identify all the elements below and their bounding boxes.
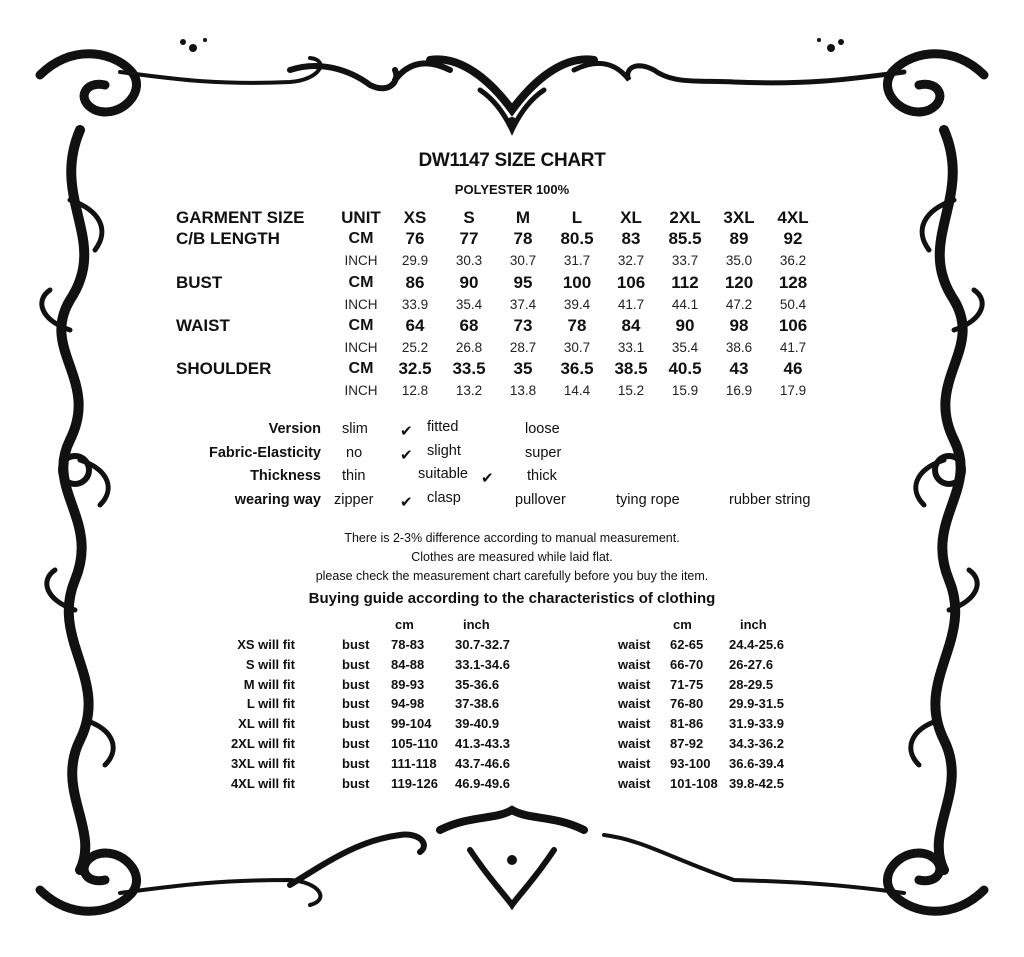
measurement-value: 36.5 xyxy=(560,358,594,378)
measurement-value: 40.5 xyxy=(668,358,702,378)
measurement-value: 95 xyxy=(513,272,533,292)
unit-cell: CM xyxy=(348,316,374,334)
bust-inch-range: 41.3-43.3 xyxy=(455,736,510,751)
page-title: DW1147 SIZE CHART xyxy=(418,150,606,171)
measurement-value: 77 xyxy=(459,229,479,249)
size-header: XL xyxy=(620,207,642,227)
fit-size-label: XL will fit xyxy=(238,716,295,732)
attribute-label: Fabric-Elasticity xyxy=(208,445,321,461)
attribute-option: thick xyxy=(527,468,557,484)
buying-guide-title: Buying guide according to the characteristics of clothing xyxy=(308,590,716,607)
size-header: 2XL xyxy=(669,207,701,227)
attribute-option: pullover xyxy=(515,492,566,508)
waist-label: waist xyxy=(618,676,651,692)
waist-cm-range: 93-100 xyxy=(670,755,711,771)
attribute-label: Thickness xyxy=(250,468,321,484)
measurement-value: 30.7 xyxy=(509,253,537,269)
measurement-value: 25.2 xyxy=(401,339,429,355)
bust-cm-header: cm xyxy=(395,617,414,632)
attribute-option: slim xyxy=(342,421,368,437)
bust-cm-range: 105-110 xyxy=(391,736,438,751)
measurement-value: 112 xyxy=(671,272,699,292)
bust-cm-range: 89-93 xyxy=(391,676,425,692)
measurement-value: 84 xyxy=(621,315,641,335)
attribute-option: no xyxy=(346,445,363,461)
measurement-value: 90 xyxy=(459,272,479,292)
bust-label: bust xyxy=(342,736,370,751)
bottom-center-ornament xyxy=(440,810,584,830)
waist-label: waist xyxy=(618,696,651,712)
waist-inch-range: 28-29.5 xyxy=(729,676,774,692)
waist-inch-range: 36.6-39.4 xyxy=(729,755,784,771)
measurement-label: BUST xyxy=(176,272,223,292)
measurement-value: 64 xyxy=(405,315,425,335)
unit-cell: CM xyxy=(348,230,374,248)
measurement-value: 15.2 xyxy=(617,383,645,399)
bust-label: bust xyxy=(342,775,370,791)
unit-cell: INCH xyxy=(344,296,378,312)
bust-inch-header: inch xyxy=(463,617,490,632)
waist-inch-range: 26-27.6 xyxy=(729,656,774,672)
measurement-value: 50.4 xyxy=(779,296,807,312)
fit-size-label: L will fit xyxy=(246,696,295,712)
size-header: L xyxy=(571,207,583,227)
attribute-option: fitted xyxy=(427,419,459,435)
unit-cell: CM xyxy=(348,273,374,291)
measurement-label xyxy=(176,380,334,402)
attribute-option: tying rope xyxy=(616,492,680,508)
measurement-value: 33.9 xyxy=(401,296,429,312)
waist-label: waist xyxy=(618,637,651,652)
measurement-value: 90 xyxy=(675,315,695,335)
bust-cm-range: 78-83 xyxy=(391,637,425,652)
unit-cell: CM xyxy=(348,359,374,377)
bust-label: bust xyxy=(342,656,370,672)
measurement-value: 26.8 xyxy=(455,339,483,355)
bust-cm-range: 84-88 xyxy=(391,656,425,672)
top-right-scroll xyxy=(887,54,984,112)
measurement-value: 78 xyxy=(513,229,533,249)
unit-cell: INCH xyxy=(344,253,378,269)
measurement-value: 47.2 xyxy=(725,296,753,312)
measurement-value: 41.7 xyxy=(779,339,807,355)
attribute-option: clasp xyxy=(427,490,461,506)
waist-inch-range: 39.8-42.5 xyxy=(729,775,784,791)
waist-label: waist xyxy=(618,755,651,771)
measurement-value: 15.9 xyxy=(671,383,699,399)
waist-cm-range: 66-70 xyxy=(670,656,704,672)
measurement-value: 44.1 xyxy=(671,296,699,312)
note-check-chart: please check the measurement chart carefully before you buy the item. xyxy=(315,569,709,583)
measurement-value: 92 xyxy=(783,229,803,249)
size-chart-table xyxy=(176,207,820,401)
attribute-option: suitable xyxy=(418,466,468,482)
size-table-row xyxy=(176,250,820,272)
waist-cm-range: 101-108 xyxy=(670,775,718,791)
measurement-value: 83 xyxy=(621,229,641,249)
bust-inch-range: 30.7-32.7 xyxy=(455,637,510,652)
material-subtitle: POLYESTER 100% xyxy=(454,182,570,197)
unit-cell: INCH xyxy=(344,383,378,399)
note-laid-flat: Clothes are measured while laid flat. xyxy=(411,550,613,564)
measurement-value: 89 xyxy=(729,229,749,249)
measurement-value: 33.7 xyxy=(671,253,699,269)
measurement-value: 80.5 xyxy=(560,229,594,249)
bust-inch-range: 37-38.6 xyxy=(455,696,500,712)
measurement-value: 13.2 xyxy=(455,383,483,399)
measurement-value: 100 xyxy=(562,272,592,292)
bust-label: bust xyxy=(342,755,370,771)
size-table-row xyxy=(176,293,820,315)
waist-inch-range: 31.9-33.9 xyxy=(729,716,784,732)
fit-size-label: M will fit xyxy=(243,676,295,692)
waist-cm-range: 76-80 xyxy=(670,696,704,712)
measurement-value: 28.7 xyxy=(509,339,537,355)
bust-inch-range: 33.1-34.6 xyxy=(455,656,510,672)
bust-label: bust xyxy=(342,696,370,712)
measurement-value: 35 xyxy=(513,358,533,378)
bust-label: bust xyxy=(342,676,370,692)
attribute-option: slight xyxy=(427,443,461,459)
measurement-value: 12.8 xyxy=(401,383,429,399)
fit-size-label: XS will fit xyxy=(237,637,295,652)
waist-cm-range: 87-92 xyxy=(670,736,704,751)
waist-label: waist xyxy=(618,775,651,791)
measurement-value: 78 xyxy=(567,315,587,335)
check-mark-icon: ✔ xyxy=(400,493,413,511)
measurement-value: 35.0 xyxy=(725,253,753,269)
size-header: S xyxy=(463,207,475,227)
measurement-value: 32.5 xyxy=(398,358,432,378)
size-table-row xyxy=(176,229,820,251)
size-table-header-row xyxy=(176,207,820,229)
bust-cm-range: 94-98 xyxy=(391,696,425,712)
check-mark-icon: ✔ xyxy=(400,446,413,464)
bust-cm-range: 111-118 xyxy=(391,755,437,771)
bust-inch-range: 39-40.9 xyxy=(455,716,500,732)
note-measurement-difference: There is 2-3% difference according to manual measurement. xyxy=(344,531,680,545)
measurement-value: 17.9 xyxy=(779,383,807,399)
measurement-value: 68 xyxy=(459,315,479,335)
measurement-value: 13.8 xyxy=(509,383,537,399)
bust-inch-range: 35-36.6 xyxy=(455,676,500,692)
waist-cm-header: cm xyxy=(673,617,692,632)
measurement-label: SHOULDER xyxy=(176,358,272,378)
size-table-row xyxy=(176,380,820,402)
left-side-vine xyxy=(61,130,88,870)
measurement-value: 31.7 xyxy=(563,253,591,269)
size-table-row xyxy=(176,358,820,380)
bust-label: bust xyxy=(342,716,370,732)
bust-inch-range: 46.9-49.6 xyxy=(455,775,510,791)
attribute-option: rubber string xyxy=(729,492,811,508)
measurement-value: 38.6 xyxy=(725,339,753,355)
measurement-value: 30.7 xyxy=(563,339,591,355)
measurement-value: 30.3 xyxy=(455,253,483,269)
waist-cm-range: 81-86 xyxy=(670,716,704,732)
size-table-row xyxy=(176,337,820,359)
measurement-value: 120 xyxy=(724,272,754,292)
waist-cm-range: 62-65 xyxy=(670,637,704,652)
measurement-value: 86 xyxy=(405,272,425,292)
top-left-scroll xyxy=(40,54,137,112)
bust-label: bust xyxy=(342,637,370,652)
waist-inch-range: 34.3-36.2 xyxy=(729,736,784,751)
size-table-row xyxy=(176,272,820,294)
attribute-option: thin xyxy=(342,468,366,484)
measurement-label xyxy=(176,250,334,272)
size-header: 3XL xyxy=(723,207,755,227)
measurement-value: 35.4 xyxy=(455,296,483,312)
measurement-value: 32.7 xyxy=(617,253,645,269)
measurement-value: 76 xyxy=(405,229,425,249)
fit-size-label: 4XL will fit xyxy=(230,775,295,791)
waist-inch-header: inch xyxy=(740,617,767,632)
attribute-option: super xyxy=(525,445,562,461)
waist-label: waist xyxy=(618,716,651,732)
measurement-value: 33.5 xyxy=(452,358,486,378)
measurement-label xyxy=(176,293,334,315)
measurement-value: 33.1 xyxy=(617,339,645,355)
measurement-value: 36.2 xyxy=(779,253,807,269)
waist-label: waist xyxy=(618,736,651,751)
right-side-vine xyxy=(935,130,962,870)
size-table-row xyxy=(176,315,820,337)
measurement-value: 16.9 xyxy=(725,383,753,399)
measurement-label: C/B LENGTH xyxy=(176,229,280,249)
attribute-label: wearing way xyxy=(234,492,321,508)
measurement-value: 38.5 xyxy=(614,358,648,378)
waist-cm-range: 71-75 xyxy=(670,676,704,692)
measurement-value: 43 xyxy=(729,358,749,378)
unit-cell: INCH xyxy=(344,339,378,355)
measurement-label: WAIST xyxy=(176,315,230,335)
fit-size-label: 3XL will fit xyxy=(230,755,295,771)
measurement-value: 29.9 xyxy=(401,253,429,269)
unit-header: UNIT xyxy=(341,207,381,227)
size-header: 4XL xyxy=(777,207,809,227)
attribute-label: Version xyxy=(268,421,321,437)
attribute-option: loose xyxy=(525,421,560,437)
garment-size-header: GARMENT SIZE xyxy=(176,207,305,227)
top-center-ornament xyxy=(430,59,594,110)
measurement-value: 35.4 xyxy=(671,339,699,355)
bust-inch-range: 43.7-46.6 xyxy=(455,755,510,771)
measurement-value: 128 xyxy=(778,272,808,292)
measurement-value: 85.5 xyxy=(668,229,702,249)
measurement-value: 106 xyxy=(616,272,646,292)
measurement-value: 73 xyxy=(513,315,533,335)
waist-label: waist xyxy=(618,656,651,672)
check-mark-icon: ✔ xyxy=(400,422,413,440)
measurement-value: 98 xyxy=(729,315,749,335)
measurement-value: 14.4 xyxy=(563,383,591,399)
fit-size-label: 2XL will fit xyxy=(230,736,295,751)
measurement-value: 106 xyxy=(778,315,808,335)
waist-inch-range: 24.4-25.6 xyxy=(729,637,784,652)
measurement-value: 46 xyxy=(783,358,803,378)
size-header: XS xyxy=(403,207,427,227)
fit-size-label: S will fit xyxy=(245,656,295,672)
measurement-label xyxy=(176,337,334,359)
check-mark-icon: ✔ xyxy=(481,469,494,487)
measurement-value: 41.7 xyxy=(617,296,645,312)
bust-cm-range: 119-126 xyxy=(391,775,438,791)
attribute-option: zipper xyxy=(334,492,374,508)
bust-cm-range: 99-104 xyxy=(391,716,432,732)
size-header: M xyxy=(515,207,531,227)
measurement-value: 39.4 xyxy=(563,296,591,312)
waist-inch-range: 29.9-31.5 xyxy=(729,696,784,712)
measurement-value: 37.4 xyxy=(509,296,537,312)
